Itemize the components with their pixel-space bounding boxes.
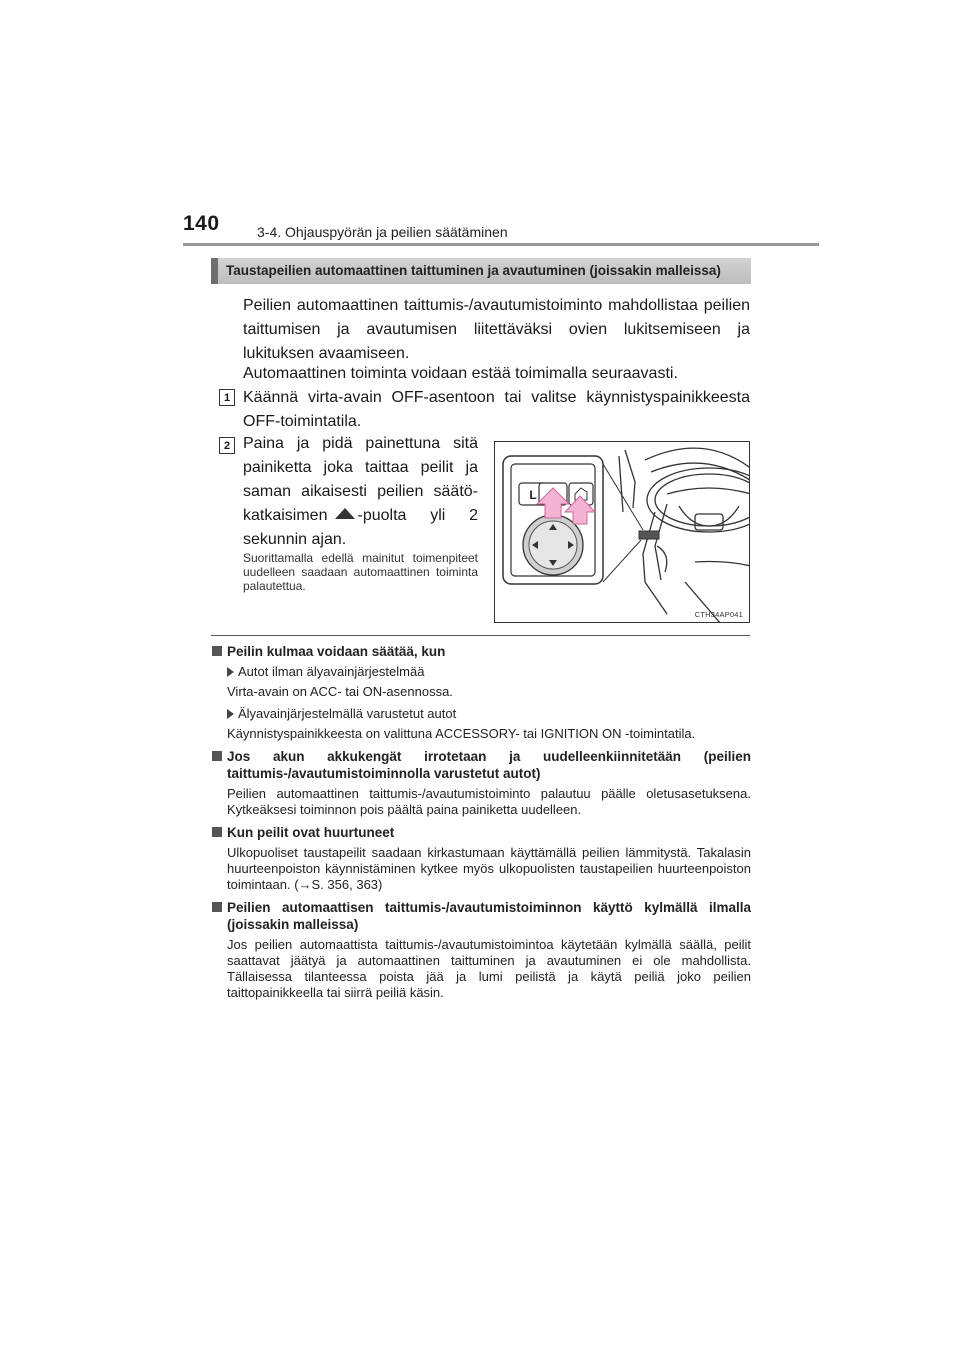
- step-2-line: painiketta joka taittaa peilit ja: [243, 459, 478, 476]
- note-heading-text: Kun peilit ovat huurtuneet: [227, 825, 395, 840]
- notes-section: [211, 643, 751, 1007]
- note-text: Virta-avain on ACC- tai ON-asennossa.: [227, 684, 453, 699]
- page-number: 140: [183, 212, 220, 235]
- note-heading-text: Peilien automaattisen taittumis-/avautumistoiminnon käyttö kylmällä ilmalla (joissakin malleissa): [227, 900, 751, 932]
- running-header-title: 3-4. Ohjauspyörän ja peilien säätäminen: [257, 224, 508, 240]
- arrow-right-icon: [227, 667, 234, 677]
- step-1-text: Käännä virta-avain OFF-asentoon tai valitse käynnistyspainikkeesta OFF-toimintatila.: [243, 389, 750, 430]
- mirror-switch-drawing: [495, 442, 750, 623]
- note-subheading: [211, 664, 751, 680]
- note-subheading: [211, 706, 751, 722]
- note-subheading-text: Autot ilman älyavainjärjestelmää: [238, 664, 425, 679]
- intro-paragraph-2: Automaattinen toiminta voidaan estää toimimalla seuraavasti.: [243, 365, 678, 382]
- note-text: Peilien automaattinen taittumis-/avautumistoiminto palautuu päälle oletusasetuksena. Kytkeäksesi toiminnon pois päältä paina painiketta uudelleen.: [227, 786, 751, 817]
- header-rule: [183, 243, 819, 246]
- step-2-line: sekunnin ajan.: [243, 531, 347, 548]
- mirror-switch-illustration: [494, 441, 750, 623]
- note-text: Jos peilien automaattista taittumis-/avautumistoimintoa käytetään kylmällä säällä, peilit saattavat jäätyä ja automaattinen taittuminen ja avautuminen ei ole mahdollista. Tällaisessa tilanteessa poista jää ja lumi peilistä ja käytä peiliä joko peilien taittopainikkeella tai siirrä peiliä käsin.: [227, 937, 751, 1000]
- note-subheading-text: Älyavainjärjestelmällä varustetut autot: [238, 706, 457, 721]
- step-2-line: Paina ja pidä painettuna sitä: [243, 435, 478, 452]
- section-title-bar: Taustapeilien automaattinen taittuminen ja avautuminen (joissakin malleissa): [211, 258, 751, 284]
- figure-code: CTH34AP041: [694, 610, 743, 619]
- step-2-line-with-icon: [243, 504, 478, 528]
- step-2-line: -puolta yli 2: [357, 507, 478, 524]
- note-heading-text: Peilin kulmaa voidaan säätää, kun: [227, 644, 446, 659]
- figure-label-left: L: [529, 488, 537, 502]
- intro-paragraph-1: Peilien automaattinen taittumis-/avautumistoiminto mahdollistaa peilien taittumisen ja avautumisen liitettäväksi ovien lukitsemiseen ja lukituksen avaamiseen.: [243, 297, 750, 362]
- step-2-line: katkaisimen: [243, 507, 328, 524]
- step-number-2: 2: [219, 437, 235, 454]
- note-heading: [211, 748, 751, 782]
- step-2-note: Suorittamalla edellä mainitut toimenpiteet uudelleen saadaan automaattinen toiminta palautettua.: [243, 551, 478, 593]
- note-heading: [211, 643, 751, 660]
- step-2-line: saman aikaisesti peilien säätö-: [243, 483, 478, 500]
- square-bullet-icon: [212, 827, 222, 837]
- square-bullet-icon: [212, 902, 222, 912]
- note-text: Ulkopuoliset taustapeilit saadaan kirkastumaan käyttämällä peilien lämmitystä. Takalasin huurteenpoiston käynnistäminen kytkee myös ulkopuolisten taustapeilien huurteenpoiston toimintaan. (→S. 356, 363): [227, 845, 751, 892]
- note-heading: [211, 899, 751, 933]
- note-text: Käynnistyspainikkeesta on valittuna ACCESSORY- tai IGNITION ON -toimintatila.: [227, 726, 696, 741]
- note-heading: [211, 824, 751, 841]
- up-triangle-icon: [335, 508, 355, 519]
- note-heading-text: Jos akun akkukengät irrotetaan ja uudelleenkiinnitetään (peilien taittumis-/avautumistoiminnolla varustetut autot): [227, 749, 751, 781]
- arrow-right-icon: [227, 709, 234, 719]
- step-2-text: [243, 432, 478, 552]
- square-bullet-icon: [212, 751, 222, 761]
- square-bullet-icon: [212, 646, 222, 656]
- step-number-1: 1: [219, 389, 235, 406]
- separator-rule: [211, 635, 750, 636]
